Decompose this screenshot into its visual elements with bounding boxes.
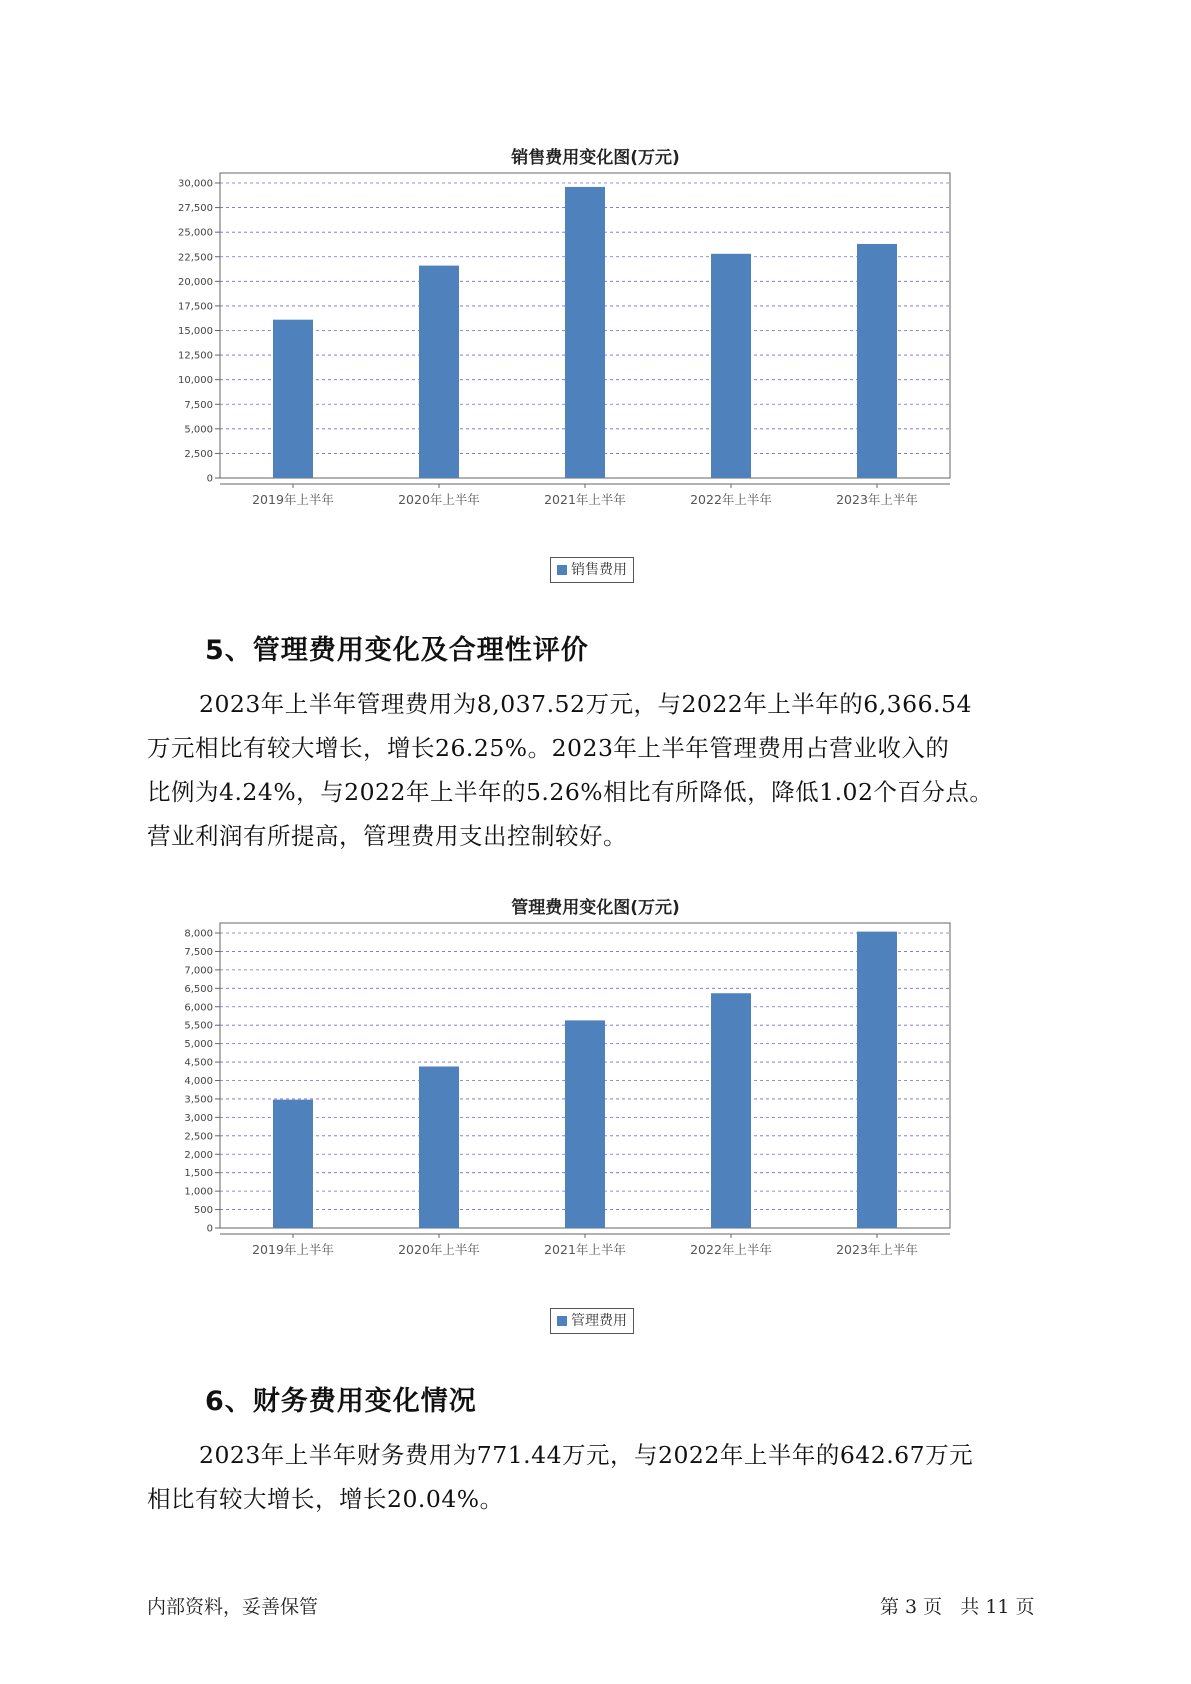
- x-tick-label: 2020年上半年: [398, 492, 480, 507]
- bar: [273, 320, 313, 478]
- bar: [711, 254, 751, 478]
- y-tick-label: 5,000: [184, 1039, 213, 1051]
- sales-expense-chart-title: 销售费用变化图(万元): [511, 148, 680, 168]
- y-tick-label: 1,500: [184, 1168, 213, 1180]
- sales-expense-legend: [550, 557, 634, 583]
- paragraph-line: 2023年上半年管理费用为8,037.52万元，与2022年上半年的6,366.54: [199, 690, 972, 718]
- legend-label: 管理费用: [571, 1313, 627, 1329]
- y-tick-label: 1,000: [184, 1186, 213, 1198]
- x-tick-label: 2023年上半年: [836, 492, 918, 507]
- bar: [857, 244, 897, 478]
- y-tick-label: 20,000: [178, 276, 213, 288]
- y-tick-label: 27,500: [178, 203, 213, 215]
- y-tick-label: 7,000: [184, 965, 213, 977]
- y-tick-label: 10,000: [178, 375, 213, 387]
- y-tick-label: 7,500: [184, 399, 213, 411]
- y-tick-label: 2,500: [184, 448, 213, 460]
- y-tick-label: 8,000: [184, 928, 213, 940]
- paragraph-line: 相比有较大增长，增长20.04%。: [147, 1485, 504, 1513]
- x-tick-label: 2021年上半年: [544, 492, 626, 507]
- admin-expense-chart-title: 管理费用变化图(万元): [511, 898, 680, 918]
- bar: [419, 1066, 459, 1228]
- y-tick-label: 500: [193, 1205, 213, 1217]
- y-tick-label: 5,500: [184, 1020, 213, 1032]
- legend-label: 销售费用: [571, 562, 627, 578]
- section-5-heading: 5、管理费用变化及合理性评价: [205, 635, 589, 666]
- y-tick-label: 15,000: [178, 326, 213, 337]
- x-tick-label: 2023年上半年: [836, 1242, 918, 1257]
- y-tick-label: 3,500: [184, 1094, 213, 1106]
- paragraph-line: 万元相比有较大增长，增长26.25%。2023年上半年管理费用占营业收入的: [147, 734, 950, 762]
- y-tick-label: 6,500: [184, 983, 213, 995]
- y-tick-label: 4,500: [184, 1057, 213, 1069]
- bar: [565, 187, 605, 478]
- x-tick-label: 2019年上半年: [252, 492, 334, 507]
- bar: [419, 266, 459, 478]
- y-tick-label: 0: [206, 473, 213, 485]
- y-tick-label: 30,000: [178, 178, 213, 190]
- y-tick-label: 25,000: [178, 227, 213, 239]
- y-tick-label: 22,500: [178, 252, 213, 264]
- y-tick-label: 2,000: [184, 1149, 213, 1161]
- y-tick-label: 6,000: [184, 1002, 213, 1014]
- bar: [273, 1100, 313, 1228]
- footer-confidential-note: 内部资料，妥善保管: [147, 1596, 319, 1618]
- x-tick-label: 2022年上半年: [690, 492, 772, 507]
- x-tick-label: 2022年上半年: [690, 1242, 772, 1257]
- x-tick-label: 2019年上半年: [252, 1242, 334, 1257]
- section-5-paragraph: [147, 682, 1045, 858]
- bar: [565, 1020, 605, 1228]
- y-tick-label: 7,500: [184, 946, 213, 958]
- paragraph-line: 比例为4.24%，与2022年上半年的5.26%相比有所降低，降低1.02个百分点。: [147, 778, 994, 806]
- admin-expense-chart: [150, 918, 1030, 1257]
- sales-expense-chart: [150, 168, 1030, 507]
- y-tick-label: 2,500: [184, 1131, 213, 1143]
- y-tick-label: 0: [206, 1223, 213, 1235]
- admin-expense-legend: [550, 1308, 634, 1334]
- x-tick-label: 2021年上半年: [544, 1242, 626, 1257]
- legend-swatch: [557, 1316, 567, 1326]
- y-tick-label: 12,500: [178, 350, 213, 362]
- x-tick-label: 2020年上半年: [398, 1242, 480, 1257]
- y-tick-label: 3,000: [184, 1112, 213, 1124]
- paragraph-line: 2023年上半年财务费用为771.44万元，与2022年上半年的642.67万元: [199, 1441, 974, 1469]
- section-6-paragraph: [147, 1433, 1045, 1521]
- y-tick-label: 4,000: [184, 1076, 213, 1087]
- y-tick-label: 17,500: [178, 301, 213, 313]
- section-6-heading: 6、财务费用变化情况: [205, 1386, 477, 1417]
- footer-page-number: 第 3 页 共 11 页: [880, 1596, 1035, 1618]
- y-tick-label: 5,000: [184, 424, 213, 436]
- bar: [711, 993, 751, 1228]
- legend-swatch: [557, 565, 567, 575]
- paragraph-line: 营业利润有所提高，管理费用支出控制较好。: [147, 822, 627, 850]
- bar: [857, 932, 897, 1228]
